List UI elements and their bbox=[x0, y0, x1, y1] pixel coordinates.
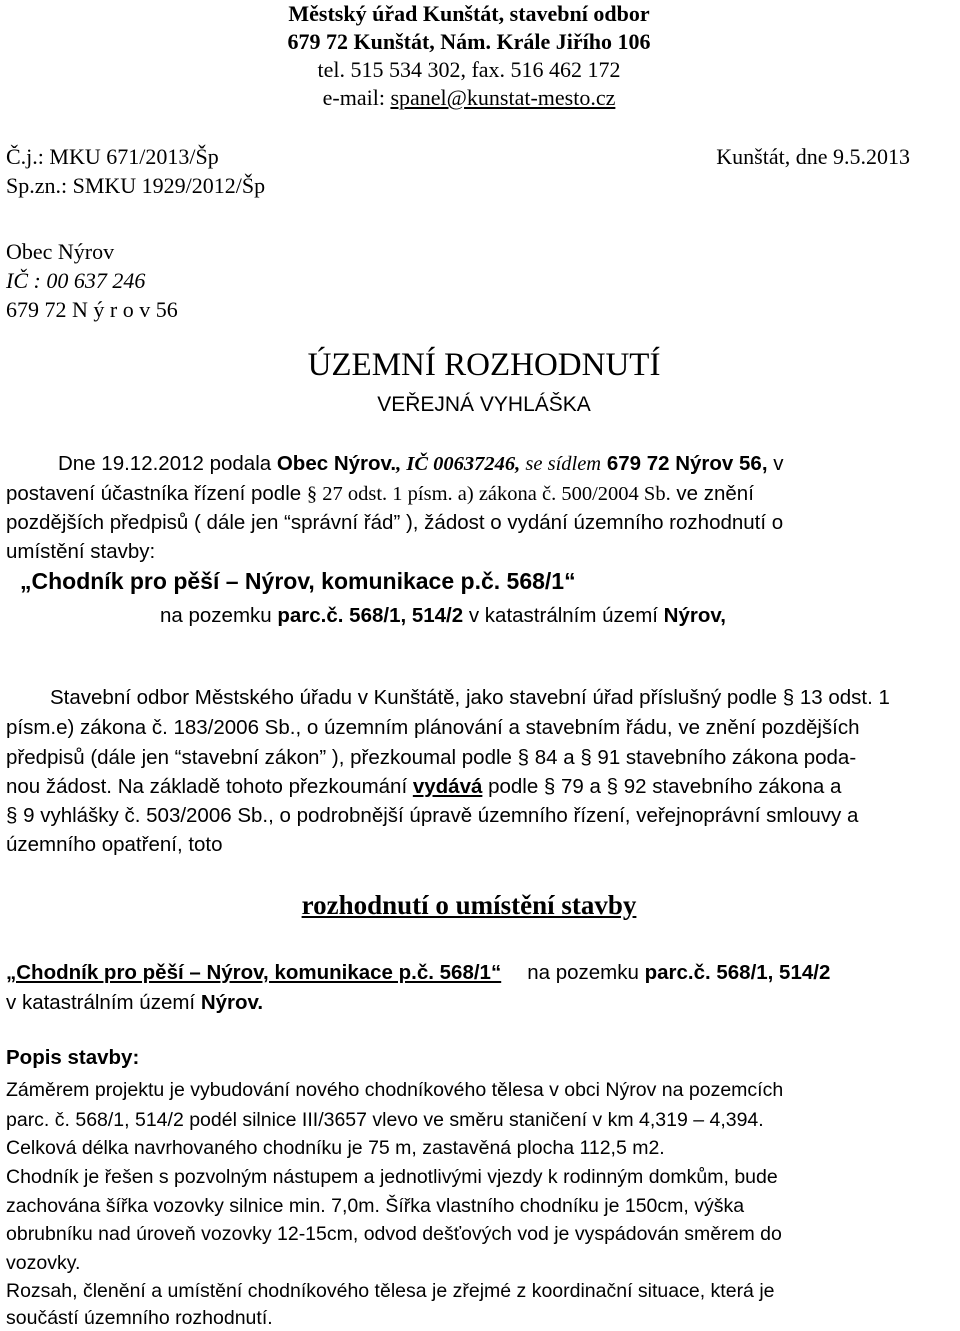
land-line bbox=[160, 603, 726, 629]
description-line-7: vozovky. bbox=[6, 1252, 81, 1274]
land-area: Nýrov, bbox=[663, 604, 726, 627]
recipient-ic: IČ : 00 637 246 bbox=[6, 268, 146, 293]
body-line-5 bbox=[6, 803, 858, 829]
body-law: § 9 vyhlášky č. 503/2006 Sb. bbox=[6, 804, 269, 827]
body-law: písm.e) zákona č. 183/2006 Sb. bbox=[6, 716, 296, 739]
decision-area-line bbox=[6, 990, 263, 1016]
recipient-name: Obec Nýrov bbox=[6, 239, 115, 264]
document-subtitle: VEŘEJNÁ VYHLÁŠKA bbox=[377, 393, 591, 416]
decision-heading: rozhodnutí o umístění stavby bbox=[301, 890, 637, 920]
applicant-address: 679 72 Nýrov 56, bbox=[601, 452, 768, 475]
description-line-9: součástí územního rozhodnutí. bbox=[6, 1307, 273, 1329]
intro-law: § 27 odst. 1 písm. a) zákona č. 500/2004 Sb. bbox=[306, 483, 671, 505]
intro-line-4: umístění stavby: bbox=[6, 540, 156, 563]
description-line-4: Chodník je řešen s pozvolným nástupem a jednotlivými vjezdy k rodinným domkům, bude bbox=[6, 1166, 778, 1188]
applicant-ic: , IČ 00637246, bbox=[396, 453, 526, 475]
body-text: , o územním plánování a stavebním řádu, ve znění pozdějších bbox=[295, 716, 860, 739]
intro-text-v: v bbox=[767, 452, 784, 475]
land-text: v katastrálním území bbox=[463, 604, 664, 627]
office-email-line bbox=[0, 84, 938, 112]
place-date: Kunštát, dne 9.5.2013 bbox=[716, 144, 910, 169]
office-address: 679 72 Kunštát, Nám. Krále Jiřího 106 bbox=[287, 29, 651, 54]
office-name: Městský úřad Kunštát, stavební odbor bbox=[288, 1, 650, 26]
decision-project-line bbox=[6, 960, 830, 986]
intro-line-1 bbox=[58, 451, 783, 477]
land-parcels: parc.č. 568/1, 514/2 bbox=[277, 604, 464, 627]
decision-area-text: v katastrálním území bbox=[6, 991, 201, 1014]
description-heading: Popis stavby: bbox=[6, 1046, 140, 1069]
description-line-5: zachována šířka vozovky silnice min. 7,0m. Šířka vlastního chodníku je 150cm, výška bbox=[6, 1195, 745, 1217]
email-link[interactable]: spanel@kunstat-mesto.cz bbox=[390, 85, 616, 110]
description-line-8: Rozsah, členění a umístění chodníkového tělesa je zřejmé z koordinační situace, která je bbox=[6, 1280, 775, 1302]
decision-area-name: Nýrov. bbox=[200, 991, 264, 1014]
intro-line-2 bbox=[6, 481, 754, 507]
file-number: Sp.zn.: SMKU 1929/2012/Šp bbox=[6, 173, 266, 198]
decision-land-parcels: parc.č. 568/1, 514/2 bbox=[644, 961, 831, 984]
description-line-2: parc. č. 568/1, 514/2 podél silnice III/3657 vlevo ve směru staničení v km 4,319 – 4,394. bbox=[6, 1109, 764, 1131]
intro-seat: se sídlem bbox=[525, 453, 602, 475]
intro-text: ve znění bbox=[670, 482, 754, 505]
decision-project-name: „Chodník pro pěší – Nýrov, komunikace p.č. 568/1“ bbox=[6, 961, 502, 984]
document-title: ÚZEMNÍ ROZHODNUTÍ bbox=[307, 347, 661, 383]
body-line-6: územního opatření, toto bbox=[6, 833, 223, 856]
recipient-address: 679 72 N ý r o v 56 bbox=[6, 297, 178, 322]
intro-text: Dne 19.12.2012 podala bbox=[58, 452, 277, 475]
email-prefix: e-mail: bbox=[322, 85, 391, 110]
description-line-3: Celková délka navrhovaného chodníku je 75 m, zastavěná plocha 112,5 m2. bbox=[6, 1137, 665, 1159]
case-number: Č.j.: MKU 671/2013/Šp bbox=[6, 144, 219, 169]
description-line-6: obrubníku nad úroveň vozovky 12-15cm, odvod dešťových vod je vyspádován směrem do bbox=[6, 1223, 782, 1245]
body-line-2 bbox=[6, 715, 860, 741]
project-name: „Chodník pro pěší – Nýrov, komunikace p.č. 568/1“ bbox=[20, 568, 576, 594]
body-issues: vydává bbox=[412, 775, 483, 798]
decision-land-text: na pozemku bbox=[527, 961, 645, 984]
land-text: na pozemku bbox=[160, 604, 278, 627]
body-text: podle § 79 a § 92 stavebního zákona a bbox=[482, 775, 842, 798]
intro-line-3: pozdějších předpisů ( dále jen “správní řád” ), žádost o vydání územního rozhodnutí o bbox=[6, 511, 784, 534]
description-line-1: Záměrem projektu je vybudování nového chodníkového tělesa v obci Nýrov na pozemcích bbox=[6, 1079, 784, 1101]
body-line-3: předpisů (dále jen “stavební zákon” ), přezkoumal podle § 84 a § 91 stavebního zákona poda- bbox=[6, 746, 857, 769]
body-line-4 bbox=[6, 774, 841, 800]
body-text: nou žádost. Na základě tohoto přezkoumání bbox=[6, 775, 413, 798]
reference-row bbox=[6, 143, 950, 171]
intro-text: postavení účastníka řízení podle bbox=[6, 482, 307, 505]
body-text: , o podrobnější úpravě územního řízení, veřejnoprávní smlouvy a bbox=[268, 804, 859, 827]
applicant-name: Obec Nýrov. bbox=[276, 452, 397, 475]
body-line-1: Stavební odbor Městského úřadu v Kunštátě, jako stavební úřad příslušný podle § 13 odst. 1 bbox=[50, 686, 890, 709]
office-phone: tel. 515 534 302, fax. 516 462 172 bbox=[317, 57, 621, 82]
